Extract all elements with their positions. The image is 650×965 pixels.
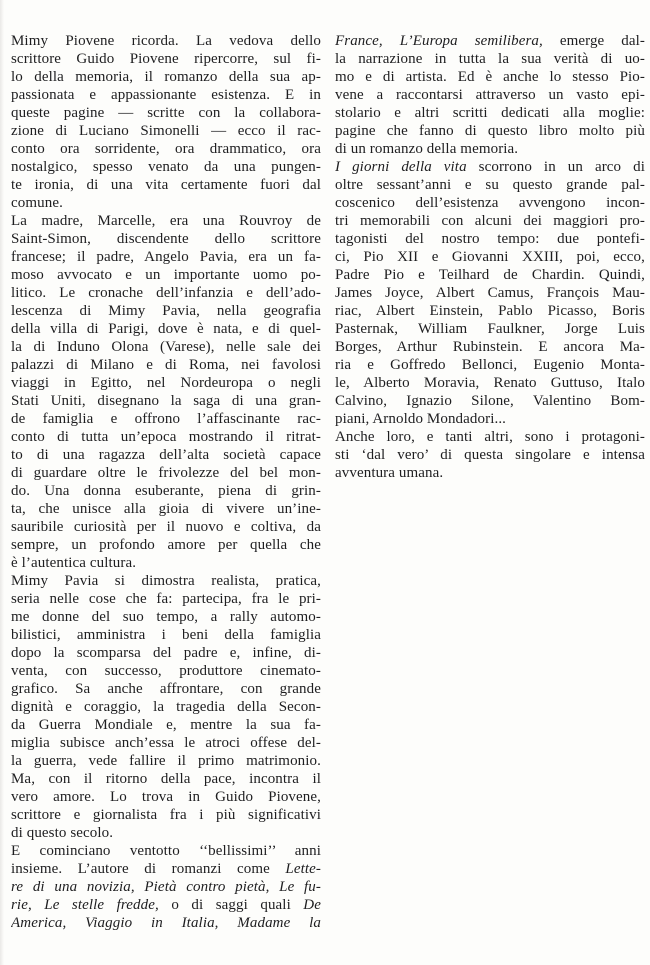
text-segment: pagine che fanno di questo libro molto più xyxy=(335,123,645,139)
text-segment: di questo secolo. xyxy=(11,825,114,841)
text-line xyxy=(11,176,321,194)
text-line xyxy=(335,32,645,50)
text-line xyxy=(11,140,321,158)
text-line xyxy=(11,500,321,518)
text-line xyxy=(335,428,645,446)
text-segment: nostalgico, spesso venato da una pungen- xyxy=(11,159,321,175)
right-column xyxy=(335,32,645,932)
text-line xyxy=(335,374,645,392)
text-segment: Mimy Piovene ricorda. La vedova dello xyxy=(11,33,321,49)
text-line xyxy=(335,248,645,266)
italic-title-segment: America, Viaggio in Italia, Madame la xyxy=(11,915,321,931)
text-segment: grafico. Sa anche affrontare, con grande xyxy=(11,681,321,697)
text-line xyxy=(11,824,321,842)
text-segment: oltre sessant’anni e su questo grande pal- xyxy=(335,177,645,193)
text-line xyxy=(335,86,645,104)
text-segment: ria e Goffredo Bellonci, Eugenio Monta- xyxy=(335,357,645,373)
text-segment: di un romanzo della memoria. xyxy=(335,141,519,157)
text-line xyxy=(11,644,321,662)
text-line xyxy=(11,698,321,716)
text-line xyxy=(11,626,321,644)
text-segment: litico. Le cronache dell’infanzia e dell’ado- xyxy=(11,285,321,301)
text-segment: insieme. L’autore di romanzi come xyxy=(11,861,286,877)
text-segment: Saint-Simon, discendente dello scrittore xyxy=(11,231,321,247)
text-line xyxy=(11,356,321,374)
text-line xyxy=(11,842,321,860)
text-line xyxy=(335,446,645,464)
text-segment: Pasternak, William Faulkner, Jorge Luis xyxy=(335,321,645,337)
text-line xyxy=(11,320,321,338)
text-segment: moso avvocato e un importante uomo po- xyxy=(11,267,321,283)
text-line xyxy=(11,86,321,104)
text-segment: della villa di Parigi, dove è nata, e di quel- xyxy=(11,321,321,337)
text-line xyxy=(335,140,645,158)
text-line xyxy=(11,68,321,86)
text-line xyxy=(335,284,645,302)
text-segment: o di saggi quali xyxy=(158,897,304,913)
text-line xyxy=(11,716,321,734)
text-segment: Mimy Pavia si dimostra realista, pratica, xyxy=(11,573,321,589)
text-segment: de famiglia e offrono l’affascinante rac- xyxy=(11,411,321,427)
text-segment: Anche loro, e tanti altri, sono i protagoni- xyxy=(335,429,645,445)
text-line xyxy=(335,320,645,338)
text-segment: emerge dal- xyxy=(542,33,645,49)
text-line xyxy=(11,212,321,230)
text-segment: lo della memoria, il romanzo della sua ap- xyxy=(11,69,321,85)
text-line xyxy=(335,158,645,176)
text-line xyxy=(335,68,645,86)
text-segment: ci, Pio XII e Giovanni XXIII, poi, ecco, xyxy=(335,249,645,265)
text-segment: te ironia, di una vita certamente fuori dal xyxy=(11,177,321,193)
text-segment: avventura umana. xyxy=(335,465,444,481)
text-line xyxy=(11,158,321,176)
text-line xyxy=(11,662,321,680)
text-line xyxy=(11,410,321,428)
text-segment: scrittore Guido Piovene ripercorre, sul fi- xyxy=(11,51,321,67)
text-line xyxy=(11,914,321,932)
text-segment: coscenico dell’esistenza avvengono incon- xyxy=(335,195,645,211)
text-line xyxy=(11,104,321,122)
text-line xyxy=(11,572,321,590)
text-line xyxy=(11,752,321,770)
text-segment: è l’autentica cultura. xyxy=(11,555,137,571)
text-line xyxy=(335,410,645,428)
text-line xyxy=(11,590,321,608)
text-segment: la di Induno Olona (Varese), nelle sale dei xyxy=(11,339,321,355)
text-line xyxy=(11,374,321,392)
text-segment: Calvino, Ignazio Silone, Valentino Bom- xyxy=(335,393,645,409)
text-line xyxy=(11,518,321,536)
text-segment: do. Una donna esuberante, piena di grin- xyxy=(11,483,321,499)
text-line xyxy=(11,338,321,356)
text-segment: lescenza di Mimy Pavia, nella geografia xyxy=(11,303,321,319)
text-line xyxy=(11,680,321,698)
text-segment: sauribile curiosità per il nuovo e coltiva, da xyxy=(11,519,321,535)
text-line xyxy=(11,464,321,482)
text-segment: di guardare oltre le frivolezze del bel mon- xyxy=(11,465,321,481)
text-line xyxy=(11,788,321,806)
text-line xyxy=(11,446,321,464)
text-line xyxy=(335,356,645,374)
text-line xyxy=(335,464,645,482)
text-line xyxy=(11,32,321,50)
text-segment: venta, con successo, produttore cinemato- xyxy=(11,663,321,679)
text-line xyxy=(335,392,645,410)
text-line xyxy=(11,302,321,320)
text-line xyxy=(11,770,321,788)
text-line xyxy=(335,212,645,230)
text-line xyxy=(335,50,645,68)
italic-title-segment: rie, Le stelle fredde, xyxy=(11,897,159,913)
text-line xyxy=(11,734,321,752)
text-segment: Ma, con il ritorno della pace, incontra il xyxy=(11,771,321,787)
text-line xyxy=(11,896,321,914)
text-segment: la narrazione in tutta la sua verità di uo- xyxy=(335,51,645,67)
text-segment: piani, Arnoldo Mondadori... xyxy=(335,411,507,427)
text-segment: Padre Pio e Teilhard de Chardin. Quindi, xyxy=(335,267,645,283)
text-segment: passionata e appassionante esistenza. E in xyxy=(11,87,321,103)
text-segment: miglia subisce anch’essa le atroci offese del- xyxy=(11,735,321,751)
italic-title-segment: re di una novizia, Pietà contro pietà, Le fu- xyxy=(11,879,321,895)
text-line xyxy=(11,428,321,446)
text-segment: comune. xyxy=(11,195,63,211)
text-line xyxy=(11,392,321,410)
text-line xyxy=(11,194,321,212)
text-line xyxy=(11,554,321,572)
italic-title-segment: De xyxy=(303,897,321,913)
text-segment: mo e di artista. Ed è anche lo stesso Pio- xyxy=(335,69,645,85)
text-segment: francese; il padre, Angelo Pavia, era un fa- xyxy=(11,249,321,265)
text-segment: dignità e coraggio, la tragedia della Secon- xyxy=(11,699,321,715)
left-column xyxy=(11,32,321,932)
text-line xyxy=(11,230,321,248)
text-line xyxy=(11,878,321,896)
text-segment: conto di tutta un’epoca mostrando il ritrat- xyxy=(11,429,321,445)
text-segment: la guerra, vede fallire il primo matrimonio. xyxy=(11,753,321,769)
text-segment: stolario e altri scritti dedicati alla moglie: xyxy=(335,105,645,121)
text-line xyxy=(335,302,645,320)
text-segment: tri memorabili con alcuni dei maggiori pro- xyxy=(335,213,645,229)
text-segment: bilistici, amministra i beni della famiglia xyxy=(11,627,321,643)
text-line xyxy=(335,194,645,212)
text-segment: da Guerra Mondiale e, mentre la sua fa- xyxy=(11,717,321,733)
text-segment: sempre, un profondo amore per quella che xyxy=(11,537,321,553)
text-line xyxy=(335,104,645,122)
text-line xyxy=(11,248,321,266)
text-line xyxy=(335,230,645,248)
text-segment: palazzi di Milano e di Roma, nei favolosi xyxy=(11,357,321,373)
text-segment: sti ‘dal vero’ di questa singolare e intensa xyxy=(335,447,645,463)
text-segment: Borges, Arthur Rubinstein. E ancora Ma- xyxy=(335,339,645,355)
text-segment: seria nelle cose che fa: partecipa, fra le pri- xyxy=(11,591,321,607)
text-segment: vene a raccontarsi attraverso un vasto epi- xyxy=(335,87,645,103)
text-segment: tagonisti del nostro tempo: due pontefi- xyxy=(335,231,645,247)
text-segment: zione di Luciano Simonelli — ecco il rac- xyxy=(11,123,321,139)
text-segment: ta, che unisce alla gioia di vivere un’ine- xyxy=(11,501,321,517)
text-segment: E cominciano ventotto ‘‘bellissimi’’ anni xyxy=(11,843,321,859)
italic-title-segment: I giorni della vita xyxy=(335,159,467,175)
text-line xyxy=(335,176,645,194)
text-line xyxy=(11,50,321,68)
text-line xyxy=(11,284,321,302)
text-segment: dopo la scomparsa del padre e, infine, di- xyxy=(11,645,321,661)
text-segment: queste pagine — scritte con la collabora- xyxy=(11,105,321,121)
text-segment: conto ora sorridente, ora drammatico, ora xyxy=(11,141,321,157)
text-segment: scorrono in un arco di xyxy=(466,159,645,175)
text-line xyxy=(11,806,321,824)
text-segment: viaggi in Egitto, nel Nordeuropa o negli xyxy=(11,375,321,391)
text-line xyxy=(335,266,645,284)
text-segment: to di una ragazza dell’alta società capace xyxy=(11,447,321,463)
text-segment: La madre, Marcelle, era una Rouvroy de xyxy=(11,213,321,229)
text-segment: scrittore e giornalista fra i più significativi xyxy=(11,807,321,823)
text-line xyxy=(335,338,645,356)
text-segment: riac, Albert Einstein, Pablo Picasso, Boris xyxy=(335,303,645,319)
italic-title-segment: Lette- xyxy=(285,861,321,877)
text-segment: Stati Uniti, disegnano la saga di una gran- xyxy=(11,393,321,409)
text-segment: me donne del suo tempo, a rally automo- xyxy=(11,609,321,625)
text-line xyxy=(11,482,321,500)
text-line xyxy=(335,122,645,140)
text-line xyxy=(11,122,321,140)
italic-title-segment: France, L’Europa semilibera, xyxy=(335,33,543,49)
text-line xyxy=(11,860,321,878)
text-segment: vero amore. Lo trova in Guido Piovene, xyxy=(11,789,321,805)
text-line xyxy=(11,266,321,284)
text-line xyxy=(11,608,321,626)
text-segment: James Joyce, Albert Camus, François Mau- xyxy=(335,285,645,301)
text-segment: le, Alberto Moravia, Renato Guttuso, Italo xyxy=(335,375,645,391)
text-line xyxy=(11,536,321,554)
